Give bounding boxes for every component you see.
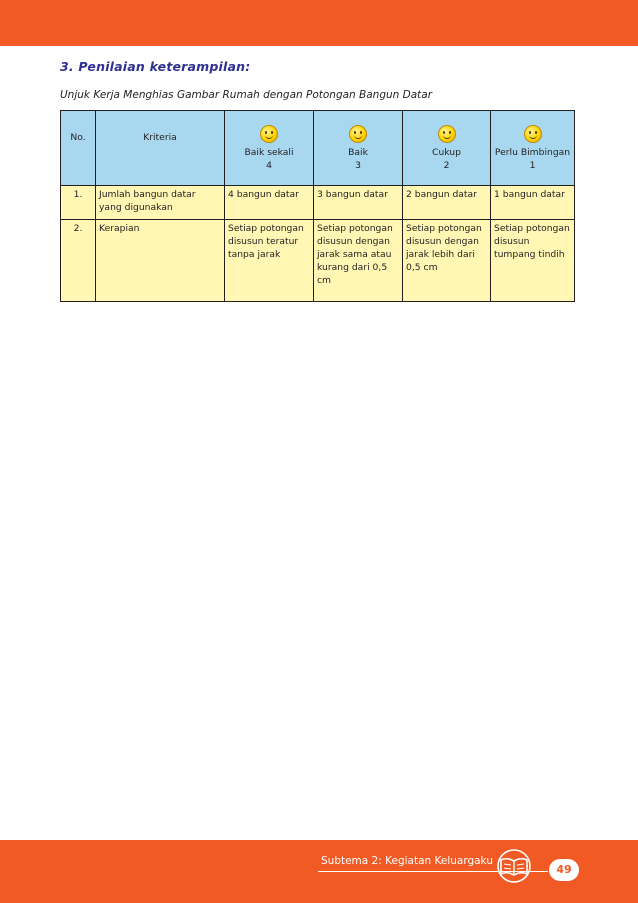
row-cell-perlu-bimbingan: Setiap potongan disusun tumpang tindih bbox=[491, 220, 575, 302]
smiley-icon bbox=[438, 125, 456, 143]
row-cell-baik-sekali: Setiap potongan disusun teratur tanpa jarak bbox=[225, 220, 314, 302]
smiley-icon bbox=[349, 125, 367, 143]
header-baik-sekali bbox=[225, 111, 314, 186]
row-cell-cukup: 2 bangun datar bbox=[403, 186, 491, 220]
rubric-table bbox=[60, 110, 575, 302]
page-number-badge: 49 bbox=[549, 859, 579, 881]
header-perlu-bimbingan-label: Perlu Bimbingan bbox=[494, 146, 571, 158]
row-number: 2. bbox=[61, 220, 96, 302]
header-cukup-label: Cukup bbox=[432, 146, 461, 158]
header-kriteria-label: Kriteria bbox=[143, 132, 177, 143]
row-cell-perlu-bimbingan: 1 bangun datar bbox=[491, 186, 575, 220]
smiley-icon bbox=[260, 125, 278, 143]
header-no bbox=[61, 111, 96, 186]
header-no-label: No. bbox=[70, 132, 86, 143]
top-orange-bar bbox=[0, 0, 638, 46]
header-cukup-score: 2 bbox=[443, 159, 450, 171]
header-kriteria bbox=[96, 111, 225, 186]
table-row bbox=[61, 220, 575, 302]
row-kriteria: Kerapian bbox=[96, 220, 225, 302]
section-title: 3. Penilaian keterampilan: bbox=[60, 59, 251, 74]
row-number: 1. bbox=[61, 186, 96, 220]
row-cell-baik-sekali: 4 bangun datar bbox=[225, 186, 314, 220]
header-baik-label: Baik bbox=[348, 146, 368, 158]
row-cell-cukup: Setiap potongan disusun dengan jarak lebih dari 0,5 cm bbox=[403, 220, 491, 302]
smiley-icon bbox=[524, 125, 542, 143]
header-perlu-bimbingan bbox=[491, 111, 575, 186]
header-cukup bbox=[403, 111, 491, 186]
header-baik-score: 3 bbox=[355, 159, 361, 171]
header-perlu-bimbingan-score: 1 bbox=[529, 159, 536, 171]
open-book-icon bbox=[494, 849, 534, 883]
table-caption: Unjuk Kerja Menghias Gambar Rumah dengan Potongan Bangun Datar bbox=[60, 89, 433, 101]
footer-subtitle: Subtema 2: Kegiatan Keluargaku bbox=[321, 855, 493, 867]
table-row bbox=[61, 186, 575, 220]
table-header-row bbox=[61, 111, 575, 186]
row-cell-baik: 3 bangun datar bbox=[314, 186, 403, 220]
header-baik-sekali-label: Baik sekali bbox=[244, 146, 294, 158]
header-baik bbox=[314, 111, 403, 186]
row-cell-baik: Setiap potongan disusun dengan jarak sama atau kurang dari 0,5 cm bbox=[314, 220, 403, 302]
header-baik-sekali-score: 4 bbox=[266, 159, 272, 171]
row-kriteria: Jumlah bangun datar yang digunakan bbox=[96, 186, 225, 220]
